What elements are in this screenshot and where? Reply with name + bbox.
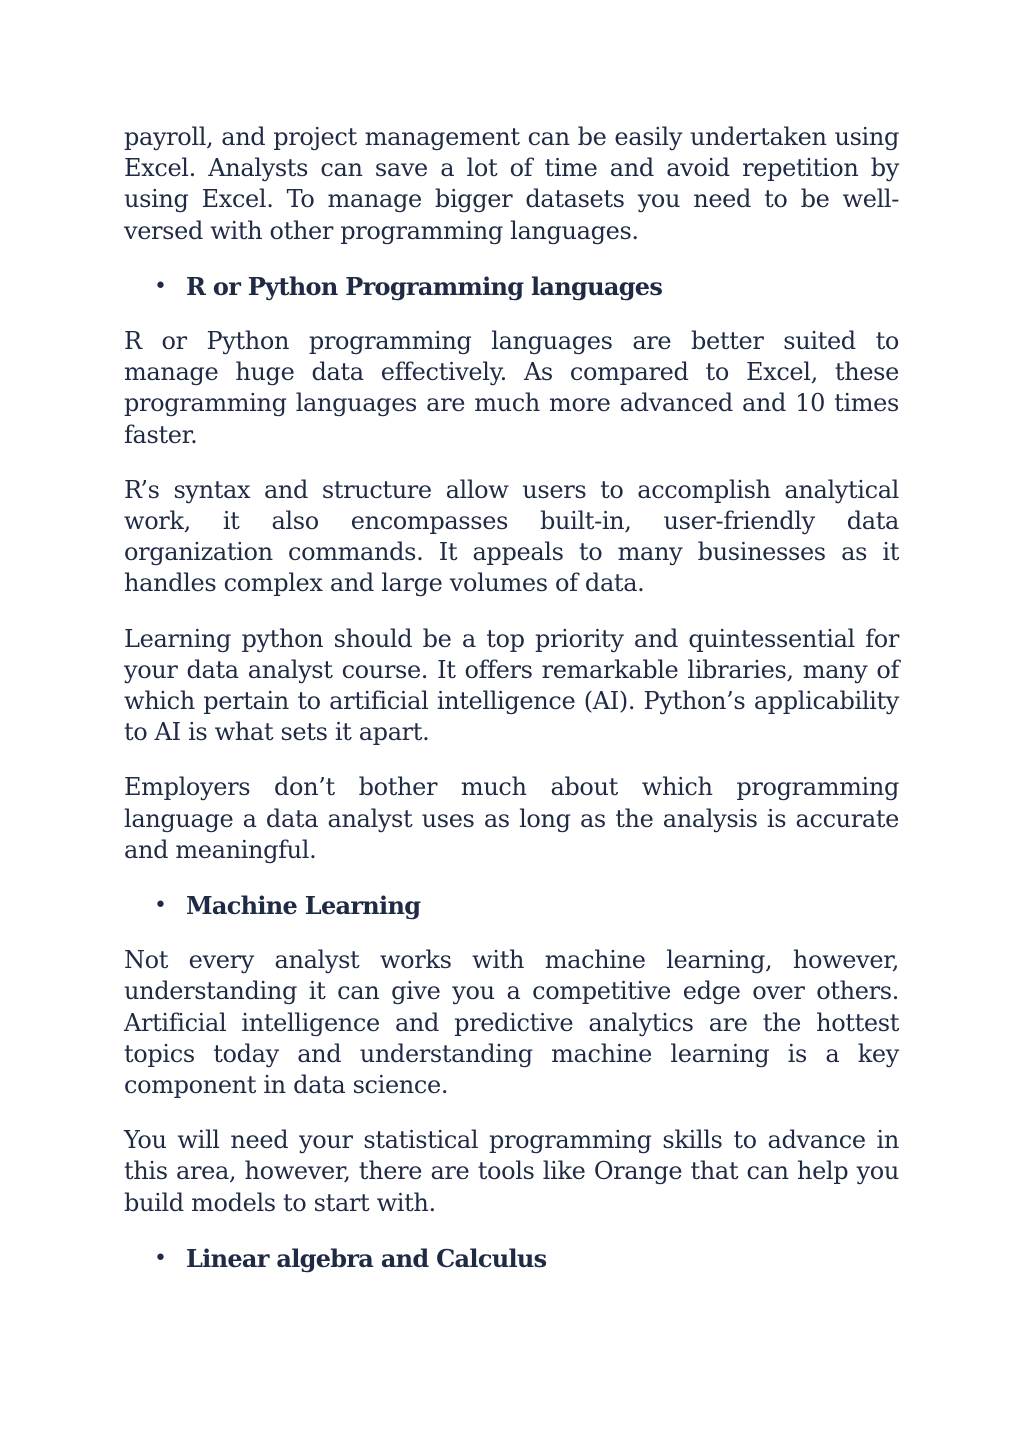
bullet-heading-text: Machine Learning [186, 891, 421, 921]
bullet-heading-text: Linear algebra and Calculus [186, 1243, 547, 1273]
paragraph-r-python-speed: R or Python programming languages are better suited to manage huge data effectively. As compared to Excel, these programming languages are much more advanced and 10 times faster. [124, 327, 899, 449]
bullet-heading-r-python [124, 271, 899, 302]
paragraph-excel-usage: payroll, and project management can be easily undertaken using Excel. Analysts can save a lot of time and avoid repetition by using Excel. To manage bigger datasets you need to be well-versed with other programming languages. [124, 123, 899, 245]
paragraph-python-priority: Learning python should be a top priority and quintessential for your data analyst course. It offers remarkable libraries, many of which pertain to artificial intelligence (AI). Python’s applicability to AI is what sets it apart. [124, 624, 899, 747]
paragraph-machine-learning: Not every analyst works with machine learning, however, understanding it can give you a competitive edge over others. Artificial intelligence and predictive analytics are the hottest topics today and understanding machine learning is a key component in data science. [124, 946, 899, 1100]
paragraph-statistical-skills: You will need your statistical programming skills to advance in this area, however, there are tools like Orange that can help you build models to start with. [124, 1126, 899, 1217]
bullet-dot-icon: • [154, 273, 167, 299]
paragraph-employers: Employers don’t bother much about which programming language a data analyst uses as long as the analysis is accurate and meaningful. [124, 773, 899, 864]
paragraph-r-syntax: R’s syntax and structure allow users to accomplish analytical work, it also encompasses built-in, user-friendly data organization commands. It appeals to many businesses as it handles complex and large volumes of data. [124, 475, 899, 598]
bullet-dot-icon: • [154, 893, 167, 919]
bullet-heading-text: R or Python Programming languages [186, 271, 663, 301]
bullet-heading-machine-learning [124, 890, 899, 921]
bullet-dot-icon: • [154, 1245, 167, 1271]
document-page [124, 122, 899, 1298]
bullet-heading-linear-algebra [124, 1243, 899, 1274]
